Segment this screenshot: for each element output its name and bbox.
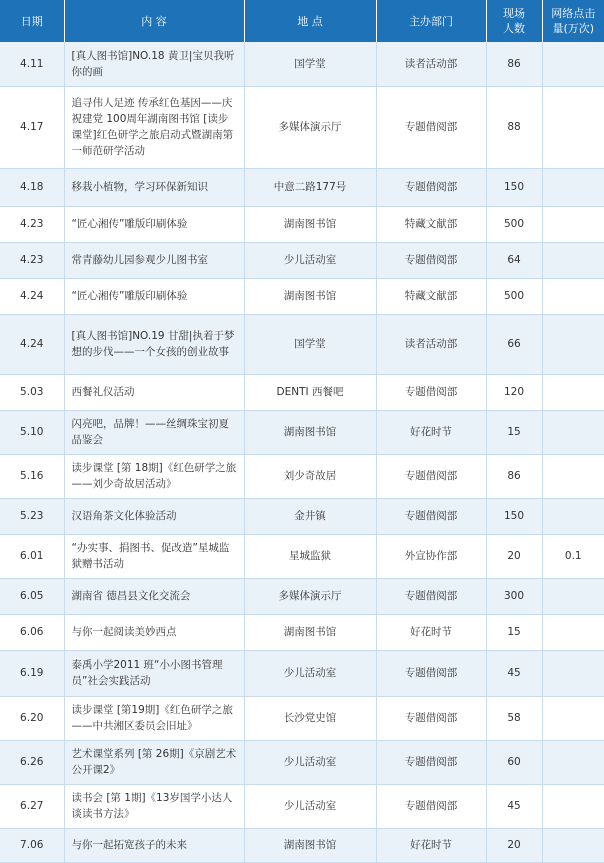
table-row: [0, 784, 604, 828]
cell-organizer: 专题借阅部: [376, 498, 486, 534]
cell-attendance: 58: [486, 696, 542, 740]
cell-attendance: 20: [486, 534, 542, 578]
cell-venue: 少儿活动室: [244, 650, 376, 696]
cell-content: 汉语角茶文化体验活动: [64, 498, 244, 534]
cell-clicks: [542, 206, 604, 242]
cell-attendance: 88: [486, 86, 542, 168]
header-date: 日期: [0, 0, 64, 42]
cell-content: 闪亮吧，品牌！——丝绸珠宝初夏品鉴会: [64, 410, 244, 454]
cell-venue: 刘少奇故居: [244, 454, 376, 498]
cell-clicks: [542, 314, 604, 374]
cell-content: [真人图书馆]NO.19 甘甜|执着于梦想的步伐——一个女孩的创业故事: [64, 314, 244, 374]
cell-organizer: 外宣协作部: [376, 534, 486, 578]
cell-content: “办实事、捐图书、促改造”星城监狱赠书活动: [64, 534, 244, 578]
cell-clicks: [542, 42, 604, 86]
cell-date: 4.23: [0, 242, 64, 278]
cell-organizer: 读者活动部: [376, 42, 486, 86]
header-attendance: 现场 人数: [486, 0, 542, 42]
cell-clicks: [542, 696, 604, 740]
cell-date: 6.06: [0, 614, 64, 650]
cell-date: 4.17: [0, 86, 64, 168]
cell-venue: 湖南图书馆: [244, 278, 376, 314]
cell-date: 4.24: [0, 314, 64, 374]
cell-venue: 长沙党史馆: [244, 696, 376, 740]
cell-venue: 湖南图书馆: [244, 410, 376, 454]
cell-venue: 星城监狱: [244, 534, 376, 578]
cell-organizer: 专题借阅部: [376, 696, 486, 740]
cell-clicks: [542, 578, 604, 614]
cell-date: 6.19: [0, 650, 64, 696]
cell-organizer: 专题借阅部: [376, 454, 486, 498]
cell-venue: 金井镇: [244, 498, 376, 534]
cell-date: 5.16: [0, 454, 64, 498]
cell-venue: 湖南图书馆: [244, 206, 376, 242]
cell-content: 追寻伟人足迹 传承红色基因——庆祝建党 100周年湖南图书馆 [读步课堂]红色研学之旅启动式暨湖南第一师范研学活动: [64, 86, 244, 168]
cell-content: 常青藤幼儿园参观少儿图书室: [64, 242, 244, 278]
cell-attendance: 120: [486, 374, 542, 410]
cell-venue: 中意二路177号: [244, 168, 376, 206]
cell-organizer: 特藏文献部: [376, 278, 486, 314]
cell-clicks: [542, 740, 604, 784]
cell-venue: 国学堂: [244, 42, 376, 86]
cell-content: “匠心湘传”雕版印刷体验: [64, 206, 244, 242]
cell-content: 读步课堂 [第19期]《红色研学之旅——中共湘区委员会旧址》: [64, 696, 244, 740]
cell-date: 4.23: [0, 206, 64, 242]
table-row: [0, 410, 604, 454]
cell-organizer: 专题借阅部: [376, 168, 486, 206]
table-row: [0, 534, 604, 578]
cell-date: 7.06: [0, 828, 64, 862]
cell-content: 读书会 [第 1期]《13岁国学小达人谈读书方法》: [64, 784, 244, 828]
table-row: [0, 242, 604, 278]
cell-venue: 湖南图书馆: [244, 828, 376, 862]
table-row: [0, 374, 604, 410]
cell-date: 6.27: [0, 784, 64, 828]
cell-date: 5.23: [0, 498, 64, 534]
cell-clicks: [542, 650, 604, 696]
cell-venue: DENTI 西餐吧: [244, 374, 376, 410]
cell-attendance: 86: [486, 42, 542, 86]
table-row: [0, 614, 604, 650]
cell-content: “匠心湘传”雕版印刷体验: [64, 278, 244, 314]
table-row: [0, 498, 604, 534]
cell-attendance: 45: [486, 784, 542, 828]
cell-attendance: 64: [486, 242, 542, 278]
cell-content: 与你一起阅读美妙西点: [64, 614, 244, 650]
cell-content: 湖南省 德昌县文化交流会: [64, 578, 244, 614]
cell-attendance: 60: [486, 740, 542, 784]
cell-clicks: [542, 374, 604, 410]
cell-organizer: 读者活动部: [376, 314, 486, 374]
cell-venue: 少儿活动室: [244, 784, 376, 828]
cell-organizer: 专题借阅部: [376, 650, 486, 696]
cell-content: 与你一起拓宽孩子的未来: [64, 828, 244, 862]
cell-content: 读步课堂 [第 18期]《红色研学之旅——刘少奇故居活动》: [64, 454, 244, 498]
cell-date: 4.11: [0, 42, 64, 86]
cell-attendance: 500: [486, 278, 542, 314]
cell-date: 5.10: [0, 410, 64, 454]
table-row: [0, 314, 604, 374]
cell-attendance: 15: [486, 614, 542, 650]
cell-date: 4.24: [0, 278, 64, 314]
header-organizer: 主办部门: [376, 0, 486, 42]
header-clicks: 网络点击 量(万次): [542, 0, 604, 42]
cell-clicks: [542, 498, 604, 534]
cell-attendance: 20: [486, 828, 542, 862]
cell-organizer: 专题借阅部: [376, 784, 486, 828]
table-row: [0, 650, 604, 696]
cell-clicks: [542, 614, 604, 650]
table-row: [0, 42, 604, 86]
table-row: [0, 828, 604, 862]
cell-organizer: 好花时节: [376, 410, 486, 454]
cell-attendance: 45: [486, 650, 542, 696]
cell-organizer: 专题借阅部: [376, 242, 486, 278]
cell-organizer: 好花时节: [376, 614, 486, 650]
cell-date: 6.01: [0, 534, 64, 578]
table-row: [0, 454, 604, 498]
cell-venue: 少儿活动室: [244, 740, 376, 784]
table-row: [0, 278, 604, 314]
cell-organizer: 专题借阅部: [376, 740, 486, 784]
cell-venue: 国学堂: [244, 314, 376, 374]
cell-content: 艺术课堂系列 [第 26期]《京剧艺术公开课2》: [64, 740, 244, 784]
cell-attendance: 500: [486, 206, 542, 242]
table-row: [0, 168, 604, 206]
cell-clicks: [542, 410, 604, 454]
table-row: [0, 696, 604, 740]
cell-content: 西餐礼仪活动: [64, 374, 244, 410]
table-row: [0, 578, 604, 614]
cell-clicks: [542, 828, 604, 862]
cell-clicks: [542, 86, 604, 168]
cell-organizer: 好花时节: [376, 828, 486, 862]
table-row: [0, 740, 604, 784]
cell-clicks: [542, 454, 604, 498]
header-row: [0, 0, 604, 42]
cell-venue: 多媒体演示厅: [244, 86, 376, 168]
cell-date: 6.05: [0, 578, 64, 614]
cell-organizer: 专题借阅部: [376, 578, 486, 614]
cell-date: 6.26: [0, 740, 64, 784]
cell-clicks: [542, 278, 604, 314]
header-content: 内 容: [64, 0, 244, 42]
cell-organizer: 专题借阅部: [376, 374, 486, 410]
cell-venue: 多媒体演示厅: [244, 578, 376, 614]
cell-venue: 湖南图书馆: [244, 614, 376, 650]
cell-content: 移栽小植物，学习环保新知识: [64, 168, 244, 206]
cell-organizer: 特藏文献部: [376, 206, 486, 242]
cell-attendance: 150: [486, 168, 542, 206]
cell-clicks: 0.1: [542, 534, 604, 578]
cell-clicks: [542, 784, 604, 828]
cell-venue: 少儿活动室: [244, 242, 376, 278]
table-row: [0, 206, 604, 242]
cell-clicks: [542, 242, 604, 278]
header-venue: 地 点: [244, 0, 376, 42]
cell-organizer: 专题借阅部: [376, 86, 486, 168]
cell-attendance: 150: [486, 498, 542, 534]
cell-content: [真人图书馆]NO.18 黄卫|宝贝我听你的画: [64, 42, 244, 86]
cell-date: 5.03: [0, 374, 64, 410]
cell-attendance: 300: [486, 578, 542, 614]
cell-attendance: 86: [486, 454, 542, 498]
cell-content: 泰禹小学2011 班“小小图书管理员”社会实践活动: [64, 650, 244, 696]
cell-attendance: 15: [486, 410, 542, 454]
cell-date: 4.18: [0, 168, 64, 206]
cell-attendance: 66: [486, 314, 542, 374]
cell-clicks: [542, 168, 604, 206]
cell-date: 6.20: [0, 696, 64, 740]
table-row: [0, 86, 604, 168]
